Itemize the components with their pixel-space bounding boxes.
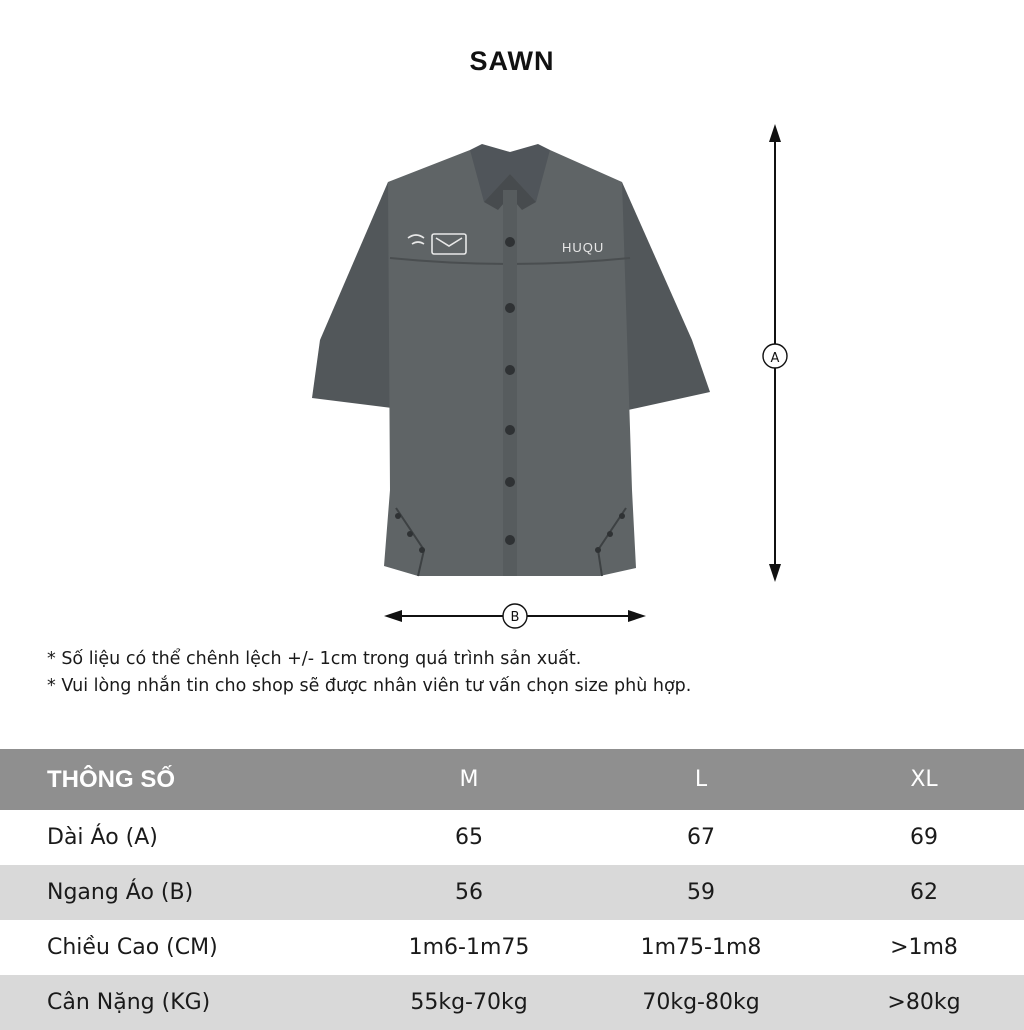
- row-label: Ngang Áo (B): [0, 865, 360, 920]
- header-size-l: L: [578, 749, 824, 810]
- cell-m: 55kg-70kg: [360, 975, 578, 1030]
- cell-xl: 62: [824, 865, 1024, 920]
- table-row: [0, 865, 1024, 920]
- dimension-a-label: A: [770, 351, 780, 366]
- dimension-a-arrow: [750, 120, 800, 586]
- row-label: Dài Áo (A): [47, 825, 158, 850]
- cell-xl: 69: [910, 825, 938, 850]
- table-row: [0, 920, 1024, 975]
- cell-xl: >1m8: [890, 935, 958, 960]
- cell-m: 1m6-1m75: [408, 935, 530, 960]
- dimension-b-label: B: [510, 610, 520, 625]
- header-spec: THÔNG SỐ: [0, 749, 360, 810]
- table-row: [0, 810, 1024, 865]
- size-notes: [47, 646, 691, 700]
- note-line: * Vui lòng nhắn tin cho shop sẽ được nhân viên tư vấn chọn size phù hợp.: [47, 676, 692, 696]
- cell-m: 65: [455, 825, 483, 850]
- huqu-logo: HUQU: [562, 240, 605, 255]
- cell-l: 59: [578, 865, 824, 920]
- row-label: Cân Nặng (KG): [0, 975, 360, 1030]
- header-size-m: M: [360, 749, 578, 810]
- table-header-row: [0, 749, 1024, 810]
- cell-xl: >80kg: [824, 975, 1024, 1030]
- header-size-xl: XL: [824, 749, 1024, 810]
- cell-m: 56: [360, 865, 578, 920]
- note-line: * Số liệu có thể chênh lệch +/- 1cm trong quá trình sản xuất.: [47, 649, 582, 669]
- row-label: Chiều Cao (CM): [47, 935, 218, 960]
- dimension-b-arrow: [380, 598, 650, 634]
- table-row: [0, 975, 1024, 1030]
- brand-title: SAWN: [469, 46, 555, 76]
- cell-l: 1m75-1m8: [640, 935, 762, 960]
- cell-l: 70kg-80kg: [578, 975, 824, 1030]
- cell-l: 67: [687, 825, 715, 850]
- right-sleeve: [616, 182, 710, 410]
- size-chart-table: [0, 749, 1024, 1030]
- shirt-image: [300, 130, 720, 590]
